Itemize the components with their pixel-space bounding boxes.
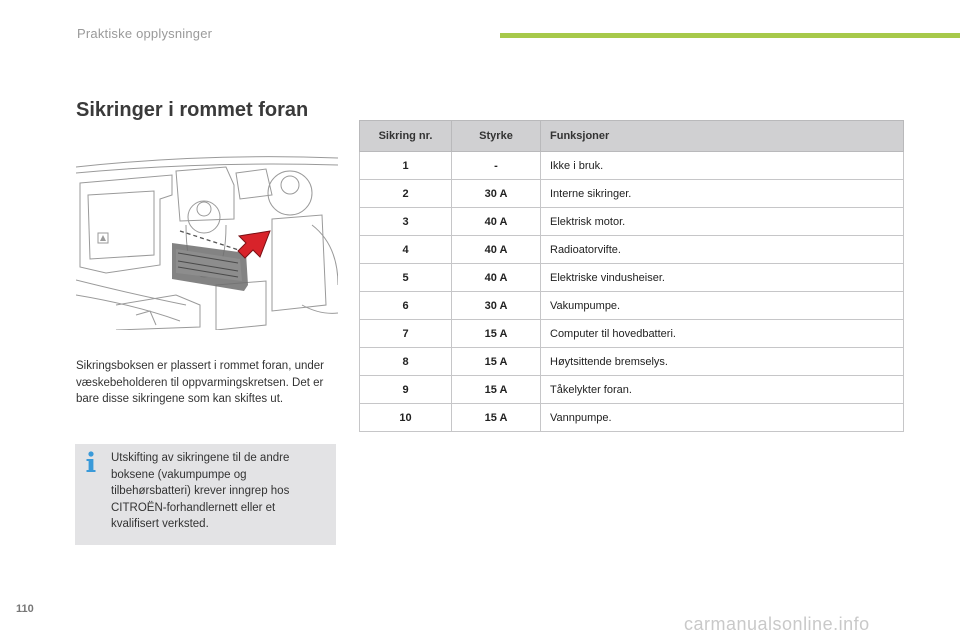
fuse-function: Interne sikringer. [541,180,904,208]
fuse-number: 8 [360,348,452,376]
fuse-box-location-description: Sikringsboksen er plassert i rommet foran, under væskebeholderen til oppvarmingskretsen. Det er bare disse sikringene som kan skiftes ut. [76,360,324,405]
fuse-number: 5 [360,264,452,292]
fuse-function: Vannpumpe. [541,404,904,432]
table-row [360,320,904,348]
table-row [360,348,904,376]
fuse-number: 9 [360,376,452,404]
fuse-strength: 30 A [452,292,541,320]
fuse-number: 10 [360,404,452,432]
header-accent-bar [500,33,960,38]
fuse-strength: 40 A [452,236,541,264]
watermark-link[interactable]: carmanualsonline.info [684,614,870,634]
table-header-row [360,121,904,152]
page-number: 110 [16,603,34,615]
fuse-strength: - [452,152,541,180]
fuse-number: 4 [360,236,452,264]
info-text: Utskifting av sikringene til de andre boksene (vakumpumpe og tilbehørsbatteri) krever inngrep hos CITROËN-forhandlernett eller et kvalifisert verksted. [111,452,290,530]
column-header-fuse-number: Sikring nr. [360,121,452,152]
table-row [360,404,904,432]
fuse-box-highlight [172,243,248,291]
fuse-table [359,120,904,432]
fuse-strength: 40 A [452,264,541,292]
fuse-strength: 15 A [452,320,541,348]
fuse-strength: 15 A [452,404,541,432]
engine-compartment-diagram [76,155,338,330]
fuse-function: Tåkelykter foran. [541,376,904,404]
fuse-number: 7 [360,320,452,348]
fuse-function: Elektriske vindusheiser. [541,264,904,292]
engine-diagram-illustration [76,155,338,330]
table-row [360,236,904,264]
fuse-number: 3 [360,208,452,236]
table-row [360,264,904,292]
fuse-function: Elektrisk motor. [541,208,904,236]
info-icon [85,451,97,473]
fuse-number: 2 [360,180,452,208]
table-row [360,152,904,180]
fuse-strength: 30 A [452,180,541,208]
section-header: Praktiske opplysninger [77,26,213,41]
arrow-pointer-icon [238,231,270,258]
table-row [360,292,904,320]
fuse-number: 1 [360,152,452,180]
fuse-strength: 15 A [452,376,541,404]
page-title: Sikringer i rommet foran [76,99,309,121]
fuse-strength: 40 A [452,208,541,236]
table-row [360,376,904,404]
column-header-strength: Styrke [452,121,541,152]
table-row [360,180,904,208]
table-row [360,208,904,236]
fuse-function: Radioatorvifte. [541,236,904,264]
fuse-function: Høytsittende bremselys. [541,348,904,376]
fuse-number: 6 [360,292,452,320]
fuse-function: Vakumpumpe. [541,292,904,320]
column-header-functions: Funksjoner [541,121,904,152]
fuse-strength: 15 A [452,348,541,376]
fuse-function: Ikke i bruk. [541,152,904,180]
fuse-function: Computer til hovedbatteri. [541,320,904,348]
